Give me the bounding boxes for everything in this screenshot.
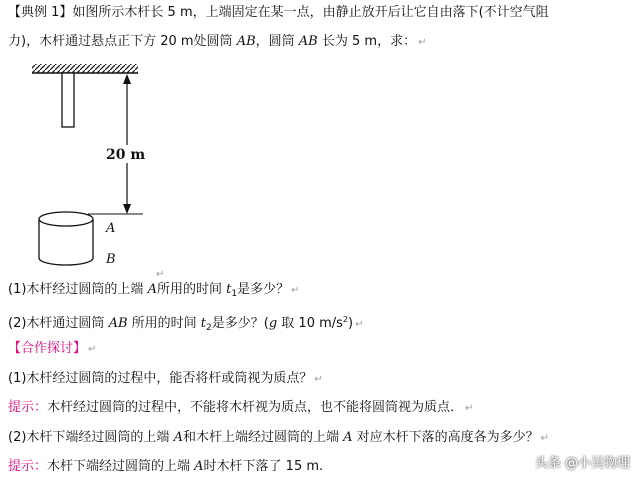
- hint-2: 提示：木杆下端经过圆筒的上端 A时木杆下落了 15 m.: [8, 459, 324, 474]
- arrow-head-bottom: [123, 204, 131, 214]
- label-a: A: [106, 221, 116, 236]
- label-b: B: [106, 252, 116, 267]
- problem-tag: 【典例 1】: [8, 5, 73, 20]
- question-2: (2)木杆通过圆筒 AB 所用的时间 $t_2$是多少？(g 取 10 $m/s^2$) ↵: [8, 315, 364, 333]
- discussion-header: 【合作探讨】 ↵: [8, 341, 97, 356]
- problem-text-1: 如图所示木杆长 5 m，上端固定在某一点，由静止放开后让它自由落下(不计空气阻: [72, 5, 549, 20]
- return-mark: ↵: [418, 37, 427, 48]
- problem-line-2: 力)，木杆通过悬点正下方 20 m处圆筒 AB，圆筒 AB 长为 5 m，求： ↵: [8, 34, 427, 49]
- ceiling-hatch: [32, 64, 138, 73]
- discussion-question-1: (1)木杆经过圆筒的过程中，能否将杆或筒视为质点？ ↵: [8, 371, 323, 386]
- distance-label: 20 m: [106, 147, 146, 163]
- question-1: (1)木杆经过圆筒的上端 A所用的时间 $t_1$是多少？ ↵: [8, 282, 300, 299]
- watermark: 头条 @小吴物理: [534, 456, 630, 471]
- hint-label: 提示：: [8, 459, 48, 474]
- arrow-head-top: [123, 74, 131, 84]
- wooden-rod: [62, 73, 74, 127]
- hint-label: 提示：: [8, 400, 48, 415]
- hint-1: 提示：木杆经过圆筒的过程中，不能将木杆视为质点，也不能将圆筒视为质点． ↵: [8, 400, 474, 415]
- discussion-question-2: (2)木杆下端经过圆筒的上端 A和木杆上端经过圆筒的上端 A 对应木杆下落的高度各为多少？ ↵: [8, 430, 550, 445]
- cylinder-top: [39, 212, 93, 226]
- return-mark-figure: ↵: [156, 269, 165, 280]
